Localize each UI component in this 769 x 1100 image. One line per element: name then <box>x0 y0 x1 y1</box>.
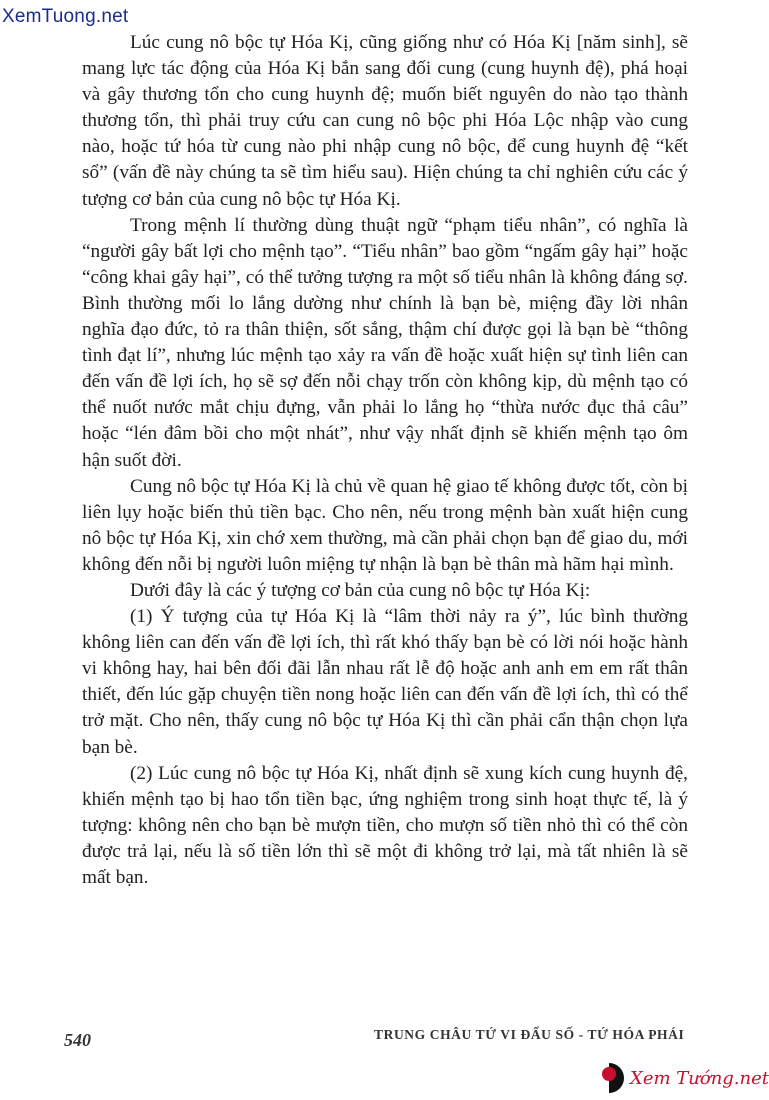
site-logo[interactable] <box>594 1057 769 1099</box>
paragraph-3: Cung nô bộc tự Hóa Kị là chủ về quan hệ giao tế không được tốt, còn bị liên lụy hoặc biến thủ tiền bạc. Cho nên, nếu trong mệnh bàn xuất hiện cung nô bộc tự Hóa Kị, xin chớ xem thường, mà cần phải chọn bạn để giao du, mới không đến nỗi bị người luôn miệng tự nhận là bạn bè thân mà hãm hại mình. <box>82 475 688 575</box>
yin-yang-icon <box>594 1063 624 1093</box>
running-footer-title: TRUNG CHÂU TỨ VI ĐẨU SỐ - TỨ HÓA PHÁI <box>374 1027 685 1042</box>
paragraph-4: Dưới đây là các ý tượng cơ bản của cung nô bộc tự Hóa Kị: <box>130 579 591 601</box>
paragraph-6: (2) Lúc cung nô bộc tự Hóa Kị, nhất định sẽ xung kích cung huynh đệ, khiến mệnh tạo bị hao tổn tiền bạc, ứng nghiệm trong sinh hoạt thực tế, là ý tượng: không nên cho bạn bè mượn tiền, cho mượn số tiền nhỏ thì có thể còn được trả lại, nếu là số tiền lớn thì sẽ một đi không trở lại, mà tất nhiên là sẽ mất bạn. <box>82 762 688 888</box>
logo-text: Xem Tướng.net <box>630 1067 769 1089</box>
paragraph-1: Lúc cung nô bộc tự Hóa Kị, cũng giống như có Hóa Kị [năm sinh], sẽ mang lực tác động của Hóa Kị bắn sang đối cung (cung huynh đệ), phá hoại và gây thương tổn cho cung huynh đệ; muốn biết nguyên do nào tạo thành thương tổn, thì phải truy cứu can cung nô bộc phi Hóa Lộc nhập vào cung nào, hoặc tứ hóa từ cung nào phi nhập cung nô bộc, để cung huynh đệ “kết sổ” (vấn đề này chúng ta sẽ tìm hiểu sau). Hiện chúng ta chỉ nghiên cứu các ý tượng cơ bản của cung nô bộc tự Hóa Kị. <box>82 32 688 210</box>
watermark-site-name: XemTuong.net <box>2 6 129 27</box>
paragraph-5: (1) Ý tượng của tự Hóa Kị là “lâm thời nảy ra ý”, lúc bình thường không liên can đến vấn đề lợi ích, thì rất khó thấy bạn bè có lời nói hoặc hành vi không hay, hai bên đối đãi lẫn nhau rất lễ độ hoặc anh anh em em rất thân thiết, đến lúc gặp chuyện tiền nong hoặc liên can đến vấn đề lợi ích, thì có thể trở mặt. Cho nên, thấy cung nô bộc tự Hóa Kị thì cần phải cẩn thận chọn lựa bạn bè. <box>82 606 688 758</box>
paragraph-2: Trong mệnh lí thường dùng thuật ngữ “phạm tiểu nhân”, có nghĩa là “người gây bất lợi cho mệnh tạo”. “Tiểu nhân” bao gồm “ngấm gây hại” hoặc “công khai gây hại”, có thể tưởng tượng ra một số tiểu nhân là không đáng sợ. Bình thường mối lo lắng dường như chính là bạn bè, miệng đầy lời nhân nghĩa đạo đức, tỏ ra thân thiện, sốt sắng, thậm chí được gọi là bạn bè “thông tình đạt lí”, nhưng lúc mệnh tạo xảy ra vấn đề hoặc xuất hiện sự tình liên can đến vấn đề lợi ích, họ sẽ sợ đến nỗi chạy trốn còn không kịp, dù mệnh tạo có thể nuốt nước mắt chịu đựng, vẫn phải lo lắng họ “thừa nước đục thả câu” hoặc “lén đâm bồi cho một nhát”, như vậy nhất định sẽ khiến mệnh tạo ôm hận suốt đời. <box>82 214 688 471</box>
page-number: 540 <box>64 1030 91 1050</box>
page-body <box>82 30 688 891</box>
